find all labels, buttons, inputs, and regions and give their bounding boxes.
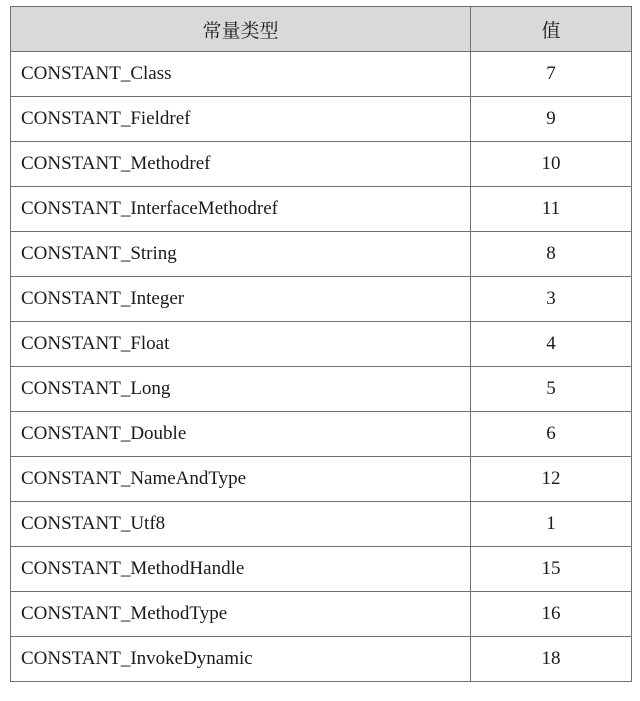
- cell-value: 18: [471, 637, 632, 682]
- table-row: [11, 457, 632, 502]
- cell-constant-type: CONSTANT_Methodref: [11, 142, 471, 187]
- cell-value: 11: [471, 187, 632, 232]
- cell-value: 9: [471, 97, 632, 142]
- cell-value: 16: [471, 592, 632, 637]
- cell-value: 8: [471, 232, 632, 277]
- header-constant-type: 常量类型: [11, 7, 471, 52]
- cell-constant-type: CONSTANT_InterfaceMethodref: [11, 187, 471, 232]
- table-row: [11, 412, 632, 457]
- header-row: [11, 7, 632, 52]
- cell-constant-type: CONSTANT_MethodHandle: [11, 547, 471, 592]
- cell-constant-type: CONSTANT_NameAndType: [11, 457, 471, 502]
- cell-constant-type: CONSTANT_Class: [11, 52, 471, 97]
- cell-value: 10: [471, 142, 632, 187]
- table-body: [11, 52, 632, 682]
- table-row: [11, 97, 632, 142]
- table-row: [11, 637, 632, 682]
- cell-value: 3: [471, 277, 632, 322]
- header-value: 值: [471, 7, 632, 52]
- constant-pool-table-container: [10, 6, 631, 682]
- cell-value: 7: [471, 52, 632, 97]
- cell-constant-type: CONSTANT_Utf8: [11, 502, 471, 547]
- cell-constant-type: CONSTANT_Long: [11, 367, 471, 412]
- cell-value: 5: [471, 367, 632, 412]
- table-row: [11, 322, 632, 367]
- cell-constant-type: CONSTANT_Double: [11, 412, 471, 457]
- cell-value: 6: [471, 412, 632, 457]
- table-row: [11, 367, 632, 412]
- table-row: [11, 592, 632, 637]
- cell-constant-type: CONSTANT_MethodType: [11, 592, 471, 637]
- cell-constant-type: CONSTANT_InvokeDynamic: [11, 637, 471, 682]
- table-row: [11, 232, 632, 277]
- table-row: [11, 277, 632, 322]
- cell-constant-type: CONSTANT_Float: [11, 322, 471, 367]
- table-row: [11, 187, 632, 232]
- table-row: [11, 52, 632, 97]
- cell-constant-type: CONSTANT_Integer: [11, 277, 471, 322]
- cell-constant-type: CONSTANT_Fieldref: [11, 97, 471, 142]
- cell-value: 12: [471, 457, 632, 502]
- cell-constant-type: CONSTANT_String: [11, 232, 471, 277]
- table-row: [11, 502, 632, 547]
- table-header: [11, 7, 632, 52]
- cell-value: 1: [471, 502, 632, 547]
- table-row: [11, 547, 632, 592]
- table-row: [11, 142, 632, 187]
- cell-value: 15: [471, 547, 632, 592]
- constant-pool-table: [10, 6, 632, 682]
- cell-value: 4: [471, 322, 632, 367]
